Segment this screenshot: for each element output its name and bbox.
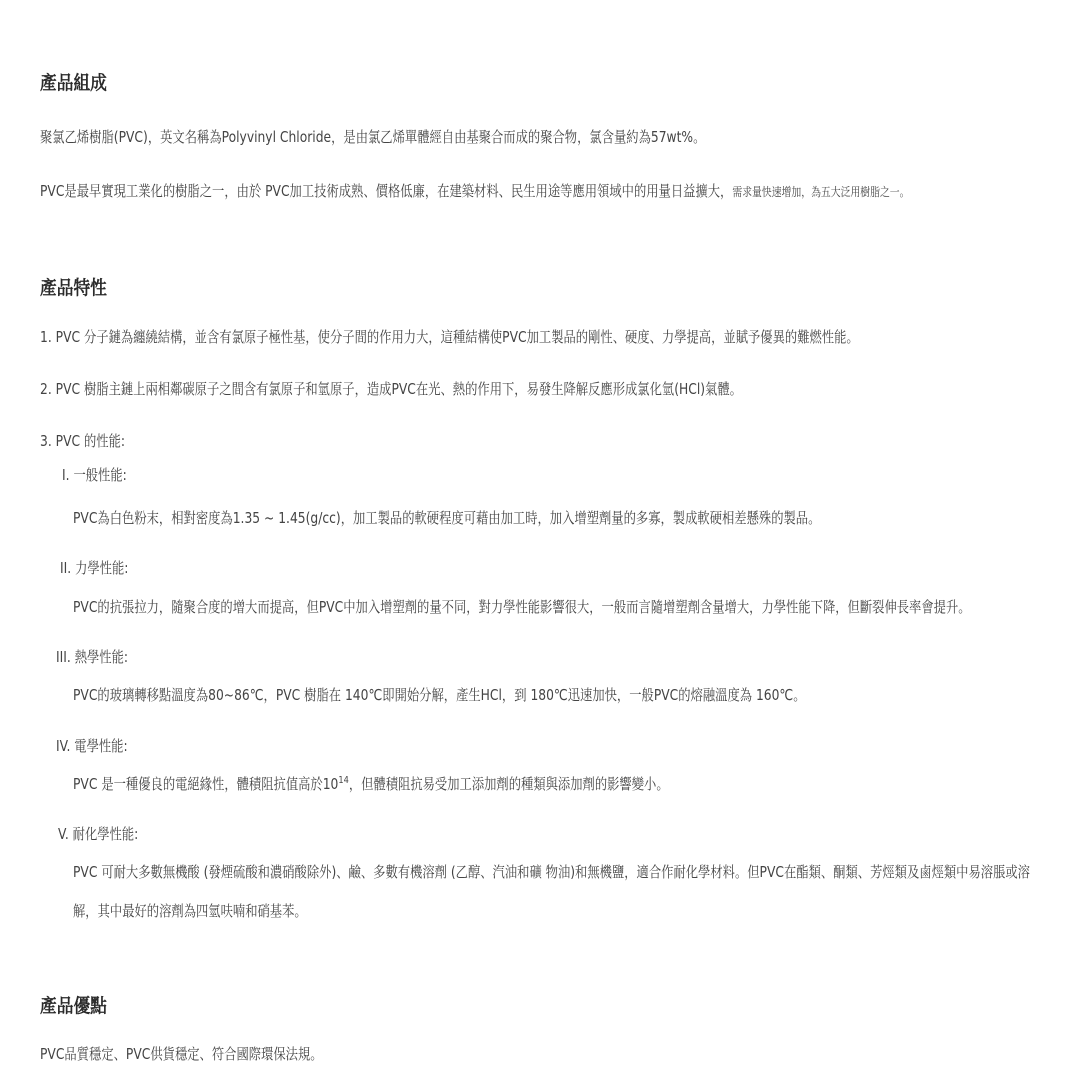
property-item-2: 2. PVC 樹脂主鏈上兩相鄰碳原子之間含有氯原子和氫原子，造成PVC在光、熱的作用下，易發生降解反應形成氯化氫(HCl)氣體。 (40, 380, 742, 398)
composition-paragraph-2-main: PVC是最早實現工業化的樹脂之一，由於 PVC加工技術成熟、價格低廉，在建築材料、民生用途等應用領域中的用量日益擴大， (40, 182, 733, 200)
electrical-exponent: 14 (338, 775, 349, 786)
electrical-text-after: ，但體積阻抗易受加工添加劑的種類與添加劑的影響變小。 (348, 775, 669, 793)
electrical-performance-text (73, 773, 669, 794)
property-item-1: 1. PVC 分子鏈為纏繞結構，並含有氯原子極性基，使分子間的作用力大，這種結構使PVC加工製品的剛性、硬度、力學提高，並賦予優異的難燃性能。 (40, 328, 859, 346)
electrical-performance-title: IV. 電學性能: (56, 737, 128, 755)
chemical-resistance-line-1: PVC 可耐大多數無機酸 (發煙硫酸和濃硝酸除外)、鹼、多數有機溶劑 (乙醇、汽油和礦 物油)和無機鹽，適合作耐化學材料。但PVC在酯類、酮類、芳烴類及鹵烴類中易溶脹或溶 (73, 863, 1030, 881)
general-performance-title: I. 一般性能: (62, 466, 127, 484)
property-item-3: 3. PVC 的性能: (40, 432, 126, 450)
mechanical-performance-text: PVC的抗張拉力，隨聚合度的增大而提高，但PVC中加入增塑劑的量不同，對力學性能影響很大，一般而言隨增塑劑含量增大，力學性能下降，但斷裂伸長率會提升。 (73, 598, 971, 616)
advantages-text: PVC品質穩定、PVC供貨穩定、符合國際環保法規。 (40, 1045, 323, 1063)
mechanical-performance-title: II. 力學性能: (60, 559, 129, 577)
thermal-performance-title: III. 熱學性能: (56, 648, 129, 666)
composition-paragraph-1: 聚氯乙烯樹脂(PVC)，英文名稱為Polyvinyl Chloride，是由氯乙烯單體經自由基聚合而成的聚合物，氯含量約為57wt%。 (40, 128, 706, 146)
thermal-performance-text: PVC的玻璃轉移點溫度為80~86℃，PVC 樹脂在 140℃即開始分解，產生HCl，到 180℃迅速加快，一般PVC的熔融溫度為 160℃。 (73, 686, 806, 704)
properties-heading: 產品特性 (40, 277, 107, 299)
electrical-text-before: PVC 是一種優良的電絕緣性，體積阻抗值高於10 (73, 775, 339, 793)
advantages-heading: 產品優點 (40, 995, 107, 1017)
composition-paragraph-2-small: 需求量快速增加，為五大泛用樹脂之一。 (732, 185, 910, 199)
composition-heading: 產品組成 (40, 72, 107, 94)
chemical-resistance-title: V. 耐化學性能: (58, 825, 139, 843)
composition-paragraph-2 (40, 180, 909, 201)
general-performance-text: PVC為白色粉末，相對密度為1.35 ~ 1.45(g/cc)，加工製品的軟硬程度可藉由加工時，加入增塑劑量的多寡，製成軟硬相差懸殊的製品。 (73, 509, 821, 527)
chemical-resistance-line-2: 解，其中最好的溶劑為四氫呋喃和硝基苯。 (73, 902, 307, 920)
